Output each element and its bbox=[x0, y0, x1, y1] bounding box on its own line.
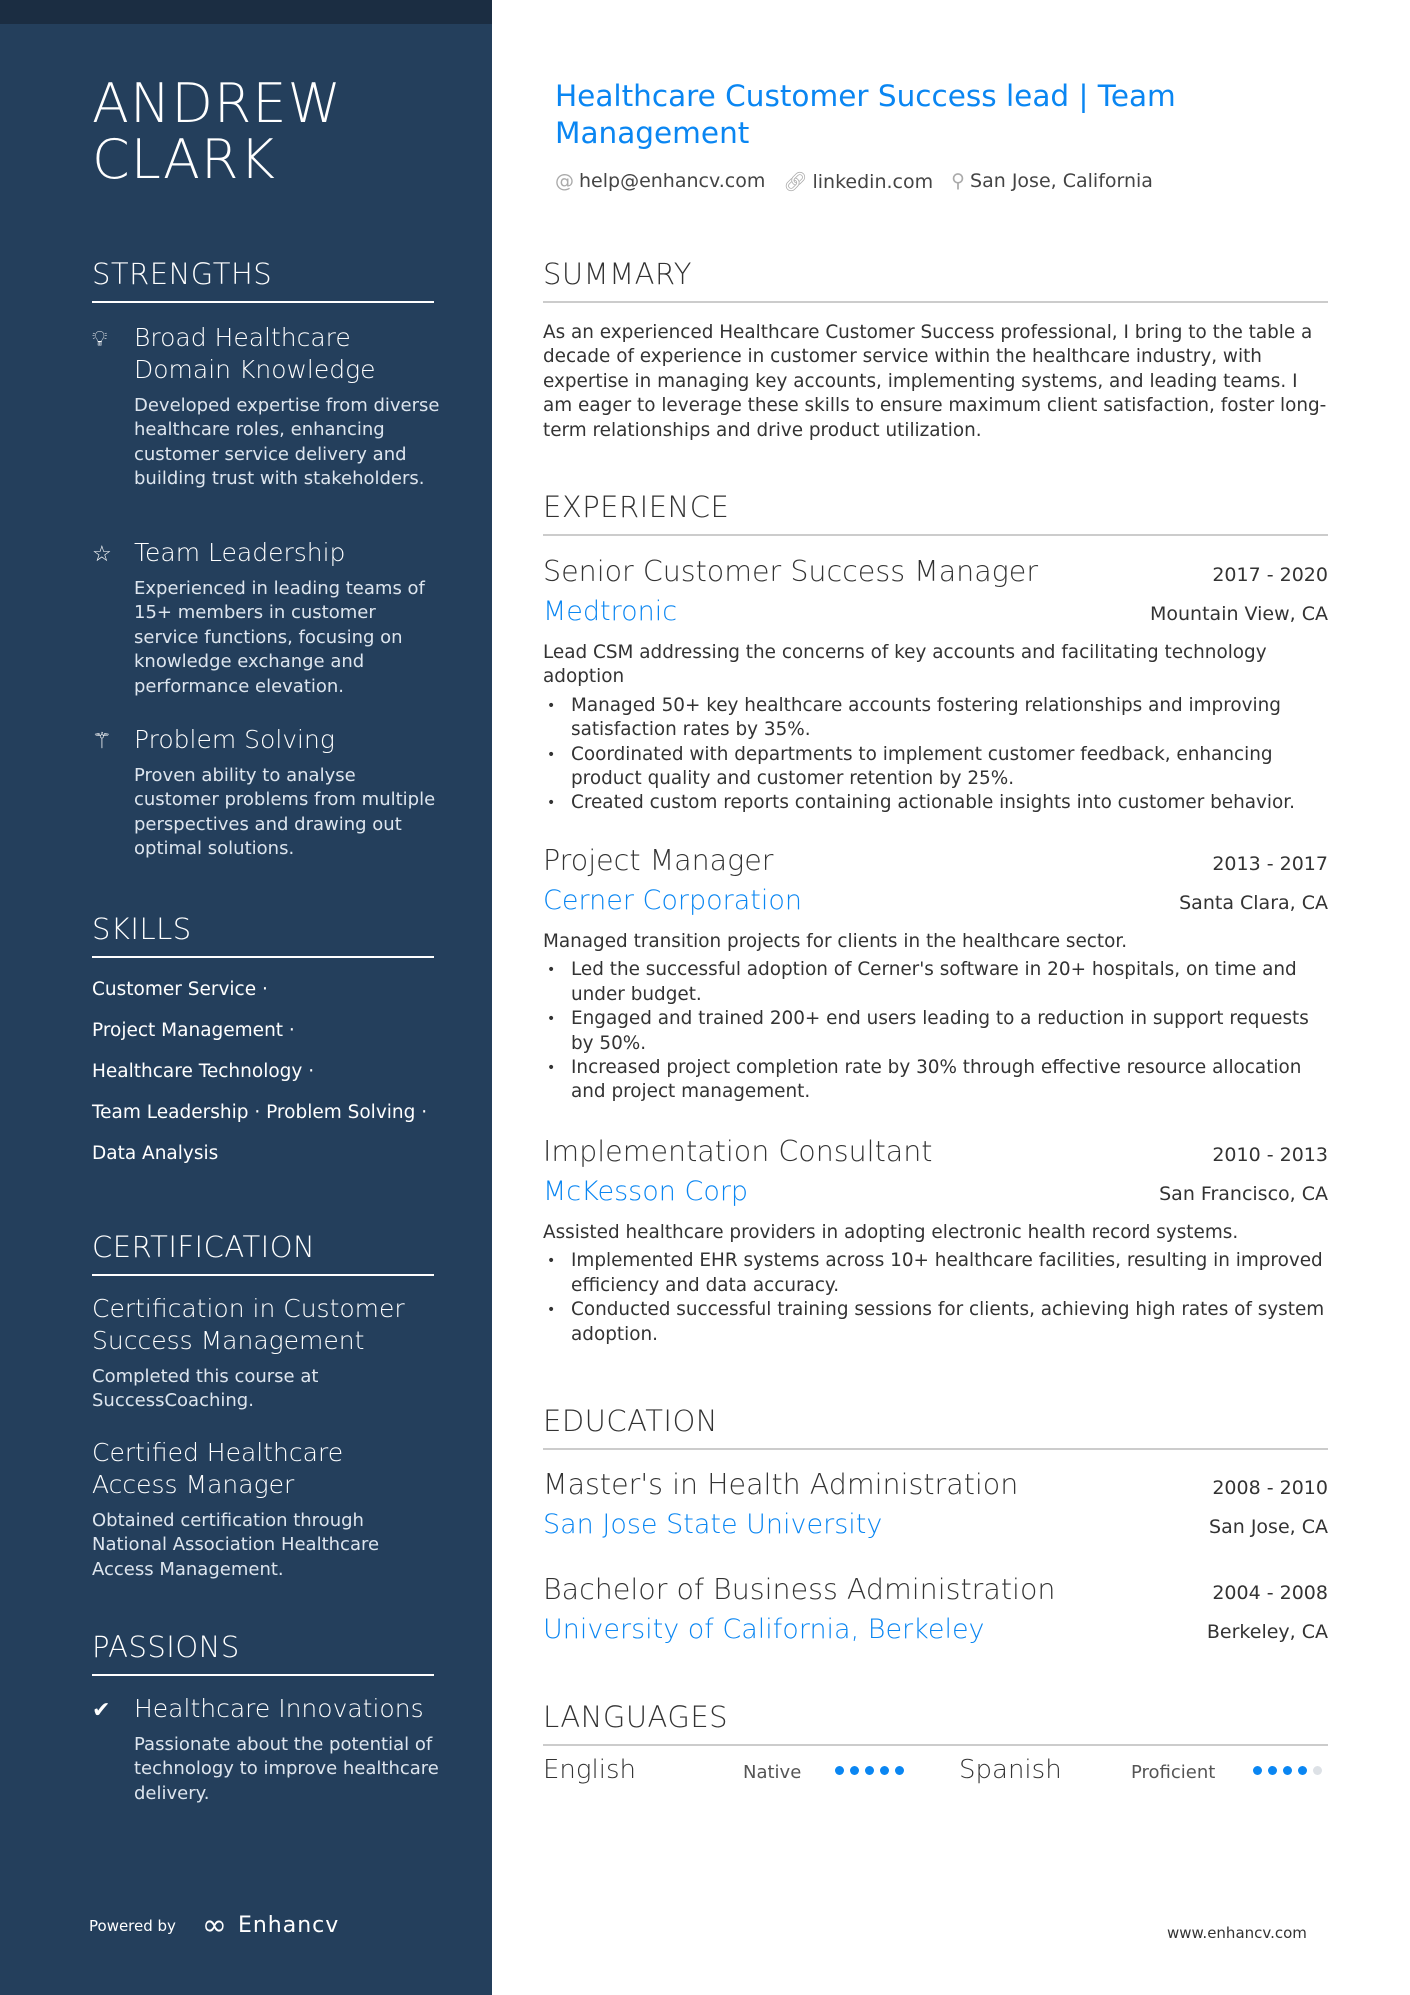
skills-list bbox=[92, 980, 432, 1185]
edu-dates: 2004 - 2008 bbox=[1212, 1582, 1328, 1604]
job-location: San Francisco, CA bbox=[1159, 1183, 1328, 1205]
rating-dot bbox=[835, 1766, 844, 1775]
job-title: Project Manager bbox=[543, 844, 774, 877]
email[interactable] bbox=[555, 170, 765, 193]
job-bullet: • Engaged and trained 200+ end users leading to a reduction in support requests by 50%. bbox=[543, 1007, 1328, 1056]
edu-location: San Jose, CA bbox=[1209, 1516, 1328, 1538]
degree: Bachelor of Business Administration bbox=[543, 1573, 1056, 1606]
language-level: Native bbox=[743, 1762, 802, 1783]
school: San Jose State University bbox=[543, 1509, 883, 1540]
job-desc: Lead CSM addressing the concerns of key accounts and facilitating technology adoption bbox=[543, 642, 1267, 688]
edu-location: Berkeley, CA bbox=[1206, 1621, 1328, 1643]
strengths-heading: STRENGTHS bbox=[92, 257, 434, 303]
language-rating bbox=[835, 1766, 959, 1775]
last-name: CLARK bbox=[92, 128, 276, 191]
rating-dot bbox=[895, 1766, 904, 1775]
infinity-icon: ∞ bbox=[201, 1908, 228, 1943]
strength-item bbox=[92, 322, 442, 492]
lightbulb-icon: 💡︎ bbox=[92, 327, 108, 352]
job-bullet: • Managed 50+ key healthcare accounts fostering relationships and improving satisfaction rates by 35%. bbox=[543, 694, 1328, 743]
certification-heading: CERTIFICATION bbox=[92, 1230, 434, 1276]
brand-name: Enhancv bbox=[237, 1913, 340, 1938]
job-location: Mountain View, CA bbox=[1150, 603, 1328, 625]
passion-item bbox=[92, 1693, 442, 1806]
job-bullet: • Conducted successful training sessions for clients, achieving high rates of system adoption. bbox=[543, 1298, 1328, 1347]
top-strip bbox=[0, 0, 492, 24]
rating-dot bbox=[865, 1766, 874, 1775]
strength-title: Problem Solving bbox=[134, 725, 335, 754]
headline: Healthcare Customer Success lead | Team Management bbox=[555, 79, 1176, 150]
enhancv-logo[interactable] bbox=[202, 1908, 339, 1943]
location-pin-icon: ⚲ bbox=[951, 170, 966, 192]
cert-desc: Obtained certification through National Association Healthcare Access Management. bbox=[92, 1510, 380, 1580]
link-icon: 🔗︎ bbox=[783, 171, 808, 193]
cert-title: Certified Healthcare Access Manager bbox=[92, 1438, 344, 1499]
languages-row bbox=[543, 1755, 1328, 1785]
strength-title: Team Leadership bbox=[134, 538, 346, 567]
website-link[interactable]: www.enhancv.com bbox=[1167, 1924, 1307, 1942]
star-icon: ☆ bbox=[92, 542, 112, 567]
contact-info bbox=[555, 170, 1153, 193]
location bbox=[951, 170, 1153, 193]
job-entry bbox=[543, 555, 1328, 816]
candidate-name bbox=[92, 72, 342, 191]
languages-heading: LANGUAGES bbox=[543, 1700, 1328, 1746]
summary-heading: SUMMARY bbox=[543, 257, 1328, 303]
linkedin[interactable] bbox=[783, 170, 933, 193]
skill-line: Project Management · bbox=[92, 1020, 295, 1041]
language-rating bbox=[1253, 1766, 1322, 1775]
job-bullet: • Increased project completion rate by 30% through effective resource allocation and project management. bbox=[543, 1056, 1328, 1105]
rating-dot bbox=[1298, 1766, 1307, 1775]
job-bullet: • Created custom reports containing actionable insights into customer behavior. bbox=[543, 791, 1328, 815]
language-level: Proficient bbox=[1131, 1762, 1216, 1783]
job-bullet: • Implemented EHR systems across 10+ healthcare facilities, resulting in improved efficiency and data accuracy. bbox=[543, 1249, 1328, 1298]
rating-dot bbox=[880, 1766, 889, 1775]
cert-desc: Completed this course at SuccessCoaching. bbox=[92, 1366, 319, 1412]
passions-heading: PASSIONS bbox=[92, 1630, 434, 1676]
company-name: McKesson Corp bbox=[543, 1176, 749, 1207]
language-name: Spanish bbox=[959, 1755, 1062, 1785]
sidebar bbox=[0, 0, 492, 1995]
wand-icon: ⚚ bbox=[92, 729, 112, 754]
passion-title: Healthcare Innovations bbox=[134, 1694, 424, 1723]
strength-desc: Experienced in leading teams of 15+ members in customer service functions, focusing on knowledge exchange and performance elevation. bbox=[134, 578, 425, 697]
job-desc: Assisted healthcare providers in adopting electronic health record systems. bbox=[543, 1222, 1239, 1243]
job-title: Senior Customer Success Manager bbox=[543, 555, 1039, 588]
experience-heading: EXPERIENCE bbox=[543, 490, 1328, 536]
skill-line: Customer Service · bbox=[92, 979, 268, 1000]
strength-item bbox=[92, 537, 442, 699]
edu-dates: 2008 - 2010 bbox=[1212, 1477, 1328, 1499]
location-text: San Jose, California bbox=[970, 170, 1153, 192]
skill-line: Team Leadership · Problem Solving · bbox=[92, 1102, 428, 1123]
passion-desc: Passionate about the potential of technology to improve healthcare delivery. bbox=[134, 1734, 439, 1804]
school: University of California, Berkeley bbox=[543, 1614, 985, 1645]
company-name: Medtronic bbox=[543, 596, 678, 627]
rating-dot bbox=[1283, 1766, 1292, 1775]
education-heading: EDUCATION bbox=[543, 1404, 1328, 1450]
job-bullet: • Coordinated with departments to implement customer feedback, enhancing product quality and customer retention by 25%. bbox=[543, 743, 1328, 792]
degree: Master's in Health Administration bbox=[543, 1468, 1019, 1501]
job-dates: 2017 - 2020 bbox=[1212, 564, 1328, 586]
education-entry bbox=[543, 1573, 1328, 1645]
cert-title: Certification in Customer Success Management bbox=[92, 1294, 405, 1355]
company-name: Cerner Corporation bbox=[543, 885, 802, 916]
job-entry bbox=[543, 1135, 1328, 1347]
job-bullet: • Led the successful adoption of Cerner's software in 20+ hospitals, on time and under budget. bbox=[543, 958, 1328, 1007]
skill-line: Data Analysis bbox=[92, 1143, 219, 1164]
rating-dot bbox=[1253, 1766, 1262, 1775]
at-icon: @ bbox=[555, 170, 574, 192]
link-text: linkedin.com bbox=[812, 171, 934, 193]
check-icon: ✔ bbox=[92, 1698, 111, 1723]
powered-by bbox=[89, 1908, 339, 1943]
education-entry bbox=[543, 1468, 1328, 1540]
rating-dot bbox=[850, 1766, 859, 1775]
powered-by-label: Powered by bbox=[89, 1916, 176, 1935]
skill-line: Healthcare Technology · bbox=[92, 1061, 315, 1082]
job-entry bbox=[543, 844, 1328, 1105]
strength-item bbox=[92, 724, 442, 862]
cert-item bbox=[92, 1293, 432, 1414]
strength-desc: Developed expertise from diverse healthcare roles, enhancing customer service delivery and building trust with stakeholders. bbox=[134, 395, 440, 490]
first-name: ANDREW bbox=[92, 72, 342, 135]
cert-item bbox=[92, 1437, 432, 1582]
strength-title: Broad Healthcare Domain Knowledge bbox=[134, 323, 376, 384]
job-title: Implementation Consultant bbox=[543, 1135, 933, 1168]
strength-desc: Proven ability to analyse customer problems from multiple perspectives and drawing out optimal solutions. bbox=[134, 765, 436, 860]
summary-text: As an experienced Healthcare Customer Success professional, I bring to the table a decade of experience in customer service within the healthcare industry, with expertise in managing key accounts, implementing systems, and leading teams. I am eager to leverage these skills to ensure maximum client satisfaction, foster long-term relationships and drive product utilization. bbox=[543, 322, 1327, 441]
rating-dot bbox=[1313, 1766, 1322, 1775]
job-desc: Managed transition projects for clients in the healthcare sector. bbox=[543, 931, 1128, 952]
job-location: Santa Clara, CA bbox=[1179, 892, 1328, 914]
job-dates: 2010 - 2013 bbox=[1212, 1144, 1328, 1166]
rating-dot bbox=[1268, 1766, 1277, 1775]
skills-heading: SKILLS bbox=[92, 912, 434, 958]
email-text: help@enhancv.com bbox=[579, 170, 766, 192]
job-dates: 2013 - 2017 bbox=[1212, 853, 1328, 875]
language-name: English bbox=[543, 1755, 636, 1785]
